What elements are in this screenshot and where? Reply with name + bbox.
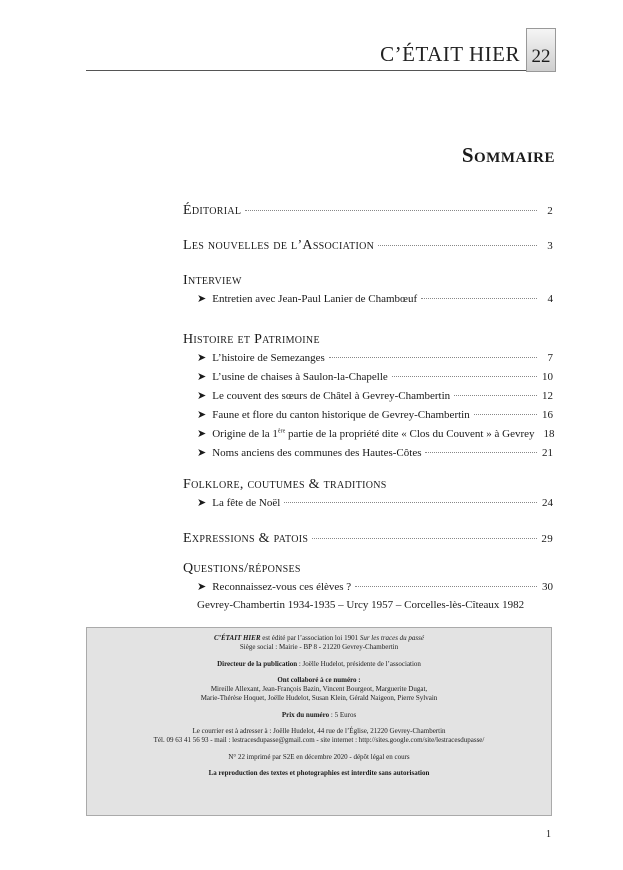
prix-value: : 5 Euros [329, 710, 357, 719]
toc-page-number: 16 [542, 409, 553, 421]
collab-line: Mireille Allexant, Jean-François Bazin, Vincent Bourgeot, Marguerite Dugat, [210, 685, 428, 694]
arrow-icon: ➤ [197, 447, 207, 459]
prix-label: Prix du numéro [281, 710, 330, 719]
directeur-value: : Joëlle Hudelot, présidente de l’association [297, 659, 421, 668]
toc-item-title: L’histoire de Semezanges [212, 352, 325, 364]
table-of-contents [183, 203, 553, 611]
publication-info-box [86, 627, 552, 816]
title-part: Origine de la 1 [212, 428, 278, 440]
toc-item[interactable] [183, 496, 553, 515]
toc-item-title: L’usine de chaises à Saulon-la-Chapelle [212, 371, 388, 383]
leader-dots [421, 298, 537, 299]
leader-dots [378, 245, 537, 246]
toc-item[interactable] [183, 446, 553, 465]
page-number: 1 [546, 829, 551, 840]
leader-dots [474, 414, 537, 415]
toc-item[interactable] [183, 427, 553, 446]
toc-page-number: 18 [543, 428, 555, 440]
arrow-icon: ➤ [197, 293, 207, 305]
reproduction-notice: La reproduction des textes et photographies est interdite sans autorisation [208, 768, 430, 777]
directeur-label: Directeur de la publication [217, 659, 298, 668]
toc-item-title [212, 428, 534, 440]
toc-item[interactable] [183, 408, 553, 427]
association-name: Sur les traces du passé [359, 634, 424, 642]
courrier-line: Le courrier est à adresser à : Joëlle Hudelot, 44 rue de l’Église, 21220 Gevrey-Chambertin [192, 727, 446, 736]
arrow-icon: ➤ [197, 371, 207, 383]
magazine-title: C’ÉTAIT HIER [380, 42, 520, 66]
arrow-icon: ➤ [197, 581, 207, 593]
issue-number: 22 [531, 46, 551, 67]
toc-item[interactable] [183, 370, 553, 389]
toc-item[interactable] [183, 292, 553, 311]
toc-page-number: 10 [542, 371, 553, 383]
leader-dots [329, 357, 537, 358]
toc-section-questions: Questions/réponses [183, 561, 301, 576]
toc-item[interactable] [183, 351, 553, 370]
leader-dots [454, 395, 537, 396]
toc-section-folklore: Folklore, coutumes & traditions [183, 477, 387, 492]
title-part: partie de la propriété dite « Clos du Couvent » à Gevrey [285, 428, 535, 440]
leader-dots [284, 502, 537, 503]
toc-page-number: 29 [541, 533, 553, 545]
arrow-icon: ➤ [197, 409, 207, 421]
toc-item-title: Faune et flore du canton historique de Gevrey-Chambertin [212, 409, 470, 421]
toc-section-expressions[interactable] [183, 531, 553, 547]
toc-page-number: 2 [547, 205, 553, 217]
toc-page-number: 7 [547, 352, 553, 364]
arrow-icon: ➤ [197, 390, 207, 402]
page-title: Sommaire [461, 143, 555, 167]
toc-item[interactable] [183, 389, 553, 408]
toc-page-number: 4 [547, 293, 553, 305]
toc-section-histoire: Histoire et Patrimoine [183, 332, 320, 347]
arrow-icon: ➤ [197, 428, 207, 440]
toc-item[interactable] [183, 580, 553, 599]
toc-section-title: Éditorial [183, 203, 242, 218]
issue-number-box [526, 28, 556, 72]
publisher-name: C’ÉTAIT HIER [214, 634, 261, 642]
leader-dots [355, 586, 537, 587]
toc-item-title: Reconnaissez-vous ces élèves ? [212, 581, 352, 593]
leader-dots [312, 538, 537, 539]
toc-section-editorial[interactable] [183, 203, 553, 219]
toc-item-title: Entretien avec Jean-Paul Lanier de Chambœuf [212, 293, 418, 305]
siege-line: Siège social : Mairie - BP 8 - 21220 Gevrey-Chambertin [239, 643, 399, 652]
contact-line: Tél. 09 63 41 56 93 - mail : lestracesdupasse@gmail.com - site internet : http://sites.google.com/site/lestracesdupasse/ [153, 736, 485, 745]
toc-page-number: 30 [542, 581, 553, 593]
toc-item-title: Noms anciens des communes des Hautes-Côtes [212, 447, 422, 459]
toc-section-title: Expressions & patois [183, 531, 309, 546]
page-header [86, 28, 556, 73]
toc-page-number: 3 [547, 240, 553, 252]
toc-item-title: Le couvent des sœurs de Châtel à Gevrey-Chambertin [212, 390, 451, 402]
publisher-line [87, 634, 551, 643]
publisher-text: est édité par l’association loi 1901 [260, 634, 360, 642]
ordinal-superscript: ère [277, 428, 286, 435]
impression-line: N° 22 imprimé par S2E en décembre 2020 - dépôt légal en cours [228, 752, 410, 761]
toc-item-title: La fête de Noël [212, 497, 281, 509]
collab-line: Marie-Thérèse Hoquet, Joëlle Hudelot, Susan Klein, Gérald Naigeon, Pierre Sylvain [200, 694, 438, 703]
directeur-line [87, 660, 551, 669]
collab-label: Ont collaboré à ce numéro : [277, 675, 361, 684]
toc-page-number: 12 [542, 390, 553, 402]
arrow-icon: ➤ [197, 352, 207, 364]
prix-line [87, 711, 551, 720]
leader-dots [425, 452, 537, 453]
toc-section-interview: Interview [183, 273, 242, 288]
toc-page-number: 21 [542, 447, 553, 459]
arrow-icon: ➤ [197, 497, 207, 509]
leader-dots [245, 210, 537, 211]
toc-section-title: Les nouvelles de l’Association [183, 238, 375, 253]
leader-dots [392, 376, 537, 377]
toc-page-number: 24 [542, 497, 553, 509]
toc-item-subtitle: Gevrey-Chambertin 1934-1935 – Urcy 1957 – Corcelles-lès-Cîteaux 1982 [197, 599, 525, 611]
toc-section-nouvelles[interactable] [183, 238, 553, 254]
header-rule [86, 70, 526, 71]
